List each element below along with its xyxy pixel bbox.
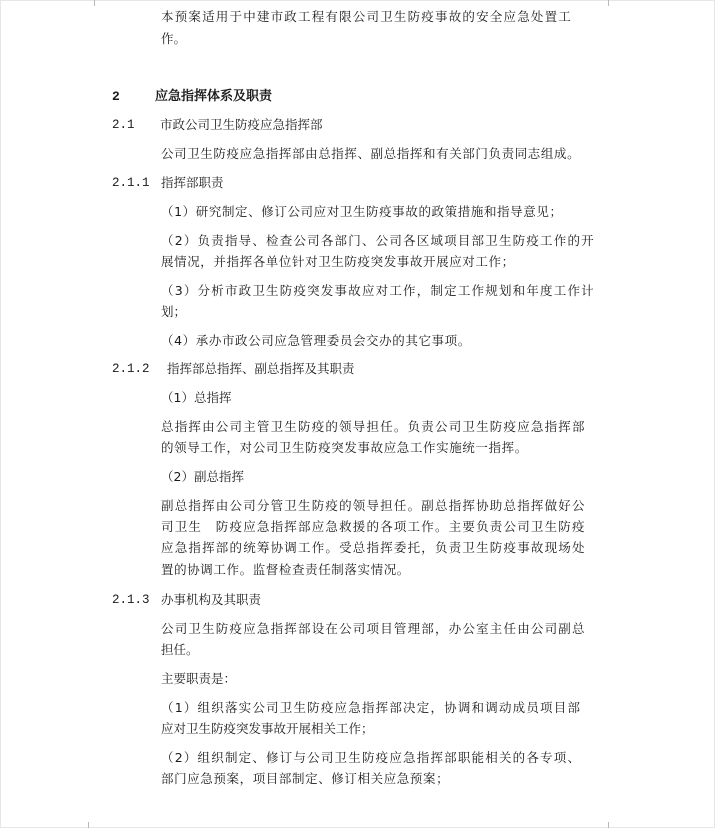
section-2-1-1-number: 2.1.1: [112, 176, 150, 190]
duty-item-2-line-1: （2）负责指导、检查公司各部门、公司各区域项目部卫生防疫工作的开: [161, 233, 595, 248]
deputy-para-line-4: 置的协调工作。监督检查责任制落实情况。: [161, 562, 410, 577]
duty-item-4: （4）承办市政公司应急管理委员会交办的其它事项。: [161, 333, 471, 348]
intro-line-1: 本预案适用于中建市政工程有限公司卫生防疫事故的安全应急处置工: [161, 9, 573, 24]
crop-mark-bottom-left: [88, 822, 89, 828]
office-para-line-1: 公司卫生防疫应急指挥部设在公司项目管理部，办公室主任由公司副总: [161, 621, 586, 636]
section-2-1-body: 公司卫生防疫应急指挥部由总指挥、副总指挥和有关部门负责同志组成。: [161, 146, 581, 161]
crop-mark-bottom-right: [608, 822, 609, 828]
office-para-line-2: 担任。: [161, 642, 199, 657]
section-2-1-1-title: 指挥部职责: [161, 175, 224, 190]
commander-para-line-2: 的领导工作，对公司卫生防疫突发事故应急工作实施统一指挥。: [161, 440, 528, 455]
deputy-para-line-3: 应急指挥部的统筹协调工作。受总指挥委托，负责卫生防疫事故现场处: [161, 540, 586, 555]
commander-para-line-1: 总指挥由公司主管卫生防疫的领导担任。负责公司卫生防疫应急指挥部: [161, 419, 586, 434]
office-duty-1-line-2: 应对卫生防疫突发事故开展相关工作；: [161, 721, 374, 736]
intro-line-2: 作。: [161, 31, 187, 46]
office-duty-2-line-1: （2）组织制定、修订与公司卫生防疫应急指挥部职能相关的各专项、: [161, 750, 582, 765]
crop-mark-top-left: [94, 0, 95, 6]
section-2-1-3-number: 2.1.3: [112, 593, 150, 607]
section-2-1-2-title: 指挥部总指挥、副总指挥及其职责: [167, 361, 355, 376]
deputy-commander-subheading: （2）副总指挥: [161, 469, 244, 484]
section-2-1-title: 市政公司卫生防疫应急指挥部: [160, 117, 323, 132]
duty-item-3-line-2: 划；: [161, 304, 187, 319]
duty-item-2-line-2: 展情况，并指挥各单位针对卫生防疫突发事故开展应对工作；: [161, 254, 515, 269]
duty-item-1: （1）研究制定、修订公司应对卫生防疫事故的政策措施和指导意见；: [161, 204, 563, 219]
commander-subheading: （1）总指挥: [161, 390, 232, 405]
office-duty-1-line-1: （1）组织落实公司卫生防疫应急指挥部决定，协调和调动成员项目部: [161, 700, 582, 715]
section-2-1-2-number: 2.1.2: [112, 362, 150, 376]
section-2-1-3-title: 办事机构及其职责: [161, 592, 262, 607]
section-2-number: 2: [112, 89, 120, 104]
office-duty-2-line-2: 部门应急预案，项目部制定、修订相关应急预案；: [161, 771, 450, 786]
section-2-1-number: 2.1: [112, 118, 135, 132]
section-2-title: 应急指挥体系及职责: [155, 89, 273, 104]
main-duties-label: 主要职责是：: [161, 671, 237, 686]
deputy-para-line-2: 司卫生 防疫应急指挥部应急救援的各项工作。主要负责公司卫生防疫: [161, 519, 586, 534]
deputy-para-line-1: 副总指挥由公司分管卫生防疫的领导担任。副总指挥协助总指挥做好公: [161, 498, 586, 513]
crop-mark-top-right: [608, 0, 609, 6]
duty-item-3-line-1: （3）分析市政卫生防疫突发事故应对工作，制定工作规划和年度工作计: [161, 283, 595, 298]
